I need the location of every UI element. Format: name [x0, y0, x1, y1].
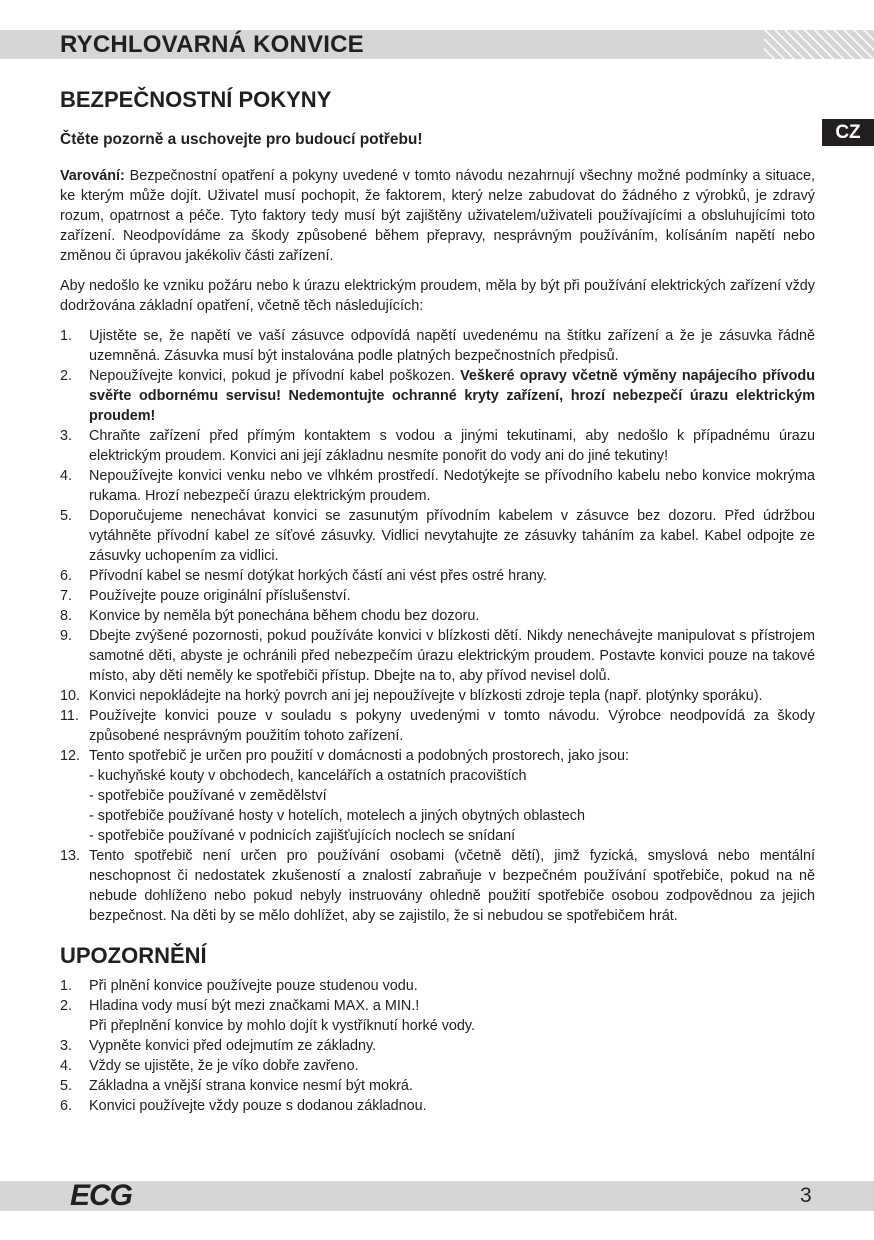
list-item: 5. Doporučujeme nenechávat konvici se zasunutým přívodním kabelem v zásuvce bez dozoru. Před údržbou vytáhněte přívodní kabel ze síťové zásuvky. Vidlici nevytahujte ze zásuvky taháním za kabel. Kabel odpojte ze zásuvky uchopením za vidlici. [60, 508, 815, 564]
page-number: 3 [800, 1184, 812, 1207]
list-item: 2. Hladina vody musí být mezi značkami MAX. a MIN.! Při přeplnění konvice by mohlo dojít k vystříknutí horké vody. [60, 996, 815, 1036]
list-item: 1. Při plnění konvice používejte pouze studenou vodu. [60, 978, 418, 994]
warning-text: Bezpečnostní opatření a pokyny uvedené v tomto návodu nezahrnují všechny možné podmínky a situace, ke kterým může dojít. Uživatel musí pochopit, že faktorem, který nelze zabudovat do žádného z výrobků, je zdravý rozum, opatrnost a péče. Tyto faktory tedy musí být zajištěny uživatelem/uživateli používajícími a obsluhujícími toto zařízení. Neodpovídáme za škody způsobené během přepravy, nesprávným používáním, kolísáním napětí nebo změnou či úpravou jakékoliv části zařízení. [60, 168, 815, 264]
list-item: 2. Nepoužívejte konvici, pokud je přívodní kabel poškozen. Veškeré opravy včetně výměny napájecího přívodu svěřte odbornému servisu! Nedemontujte ochranné kryty zařízení, hrozí nebezpečí úrazu elektrickým proudem! [60, 368, 815, 424]
sub-item: - spotřebiče používané v zemědělství [89, 788, 327, 804]
list-item: 13. Tento spotřebič není určen pro používání osobami (včetně dětí), jimž fyzická, smyslová nebo mentální neschopnost či nedostatek zkušeností a znalostí zabraňuje v bezpečném používání spotřebiče, pokud na ně nebude dohlíženo nebo pokud nebyly instruovány ohledně použití spotřebiče osobou zodpovědnou za jejich bezpečnost. Na děti by se mělo dohlížet, aby se zajistilo, že si nebudou se spotřebičem hrát. [60, 848, 815, 924]
safety-list [60, 326, 815, 926]
list-item: 7. Používejte pouze originální příslušenství. [60, 588, 351, 604]
caution-list [60, 976, 815, 1116]
list-item: 9. Dbejte zvýšené pozornosti, pokud používáte konvici v blízkosti dětí. Nikdy nenechávejte manipulovat s přístrojem samotné děti, abyste je ochránili před nebezpečím úrazu elektrickým proudem. Postavte konvici pouze na takové místo, aby děti neměly ke spotřebiči přístup. Dbejte na to, aby přívod nevisel dolů. [60, 628, 815, 684]
header-bar [0, 30, 874, 59]
brand-logo: ECG [70, 1179, 133, 1212]
list-item: 6. Konvici používejte vždy pouze s dodanou základnou. [60, 1098, 427, 1114]
sub-item: - kuchyňské kouty v obchodech, kancelářích a ostatních pracovištích [89, 768, 527, 784]
list-item: 4. Nepoužívejte konvici venku nebo ve vlhkém prostředí. Nedotýkejte se přívodního kabelu nebo konvice mokrýma rukama. Hrozí nebezpečí úrazu elektrickým proudem. [60, 468, 815, 504]
list-item: 11. Používejte konvici pouze v souladu s pokyny uvedenými v tomto návodu. Výrobce neodpovídá za škody způsobené nesprávným použitím tohoto zařízení. [60, 708, 815, 744]
list-item-continuation: Při přeplnění konvice by mohlo dojít k vystříknutí horké vody. [89, 1018, 476, 1034]
safety-subtitle: Čtěte pozorně a uschovejte pro budoucí potřebu! [60, 131, 423, 148]
document-title: RYCHLOVARNÁ KONVICE [60, 31, 364, 58]
caution-heading: UPOZORNĚNÍ [60, 943, 207, 968]
language-tab: CZ [822, 119, 874, 146]
warning-paragraph [60, 166, 815, 266]
list-item: 1. Ujistěte se, že napětí ve vaší zásuvce odpovídá napětí uvedenému na štítku zařízení a že je zásuvka řádně uzemněná. Zásuvka musí být instalována podle platných bezpečnostních předpisů. [60, 328, 815, 364]
list-item: 10. Konvici nepokládejte na horký povrch ani jej nepoužívejte v blízkosti zdroje tepla (např. plotýnky sporáku). [60, 688, 763, 704]
list-item: 6. Přívodní kabel se nesmí dotýkat horkých částí ani vést přes ostré hrany. [60, 568, 548, 584]
list-item: 12. Tento spotřebič je určen pro použití v domácnosti a podobných prostorech, jako jsou: - kuchyňské kouty v obchodech, kancelářích a ostatních pracovištích - spotřebiče používané v zemědělství - spotřebiče používané hosty v hotelích, motelech a jiných obytných oblastech - spotřebiče používané v podnicích zajišťujících noclech se snídaní [60, 746, 815, 846]
bold-warning: Veškeré opravy včetně výměny napájecího přívodu svěřte odbornému servisu! Nedemontujte ochranné kryty zařízení, hrozí nebezpečí úrazu elektrickým proudem! [89, 368, 815, 424]
safety-heading: BEZPEČNOSTNÍ POKYNY [60, 87, 332, 112]
intro-paragraph: Aby nedošlo ke vzniku požáru nebo k úrazu elektrickým proudem, měla by být při používání elektrických zařízení vždy dodržována základní opatření, včetně těch následujících: [60, 278, 815, 314]
header-hatch-pattern [764, 30, 874, 59]
sub-item: - spotřebiče používané hosty v hotelích, motelech a jiných obytných oblastech [89, 808, 585, 824]
list-item: 4. Vždy se ujistěte, že je víko dobře zavřeno. [60, 1058, 359, 1074]
list-item: 5. Základna a vnější strana konvice nesmí být mokrá. [60, 1078, 413, 1094]
page-content [60, 86, 815, 1116]
list-item: 3. Chraňte zařízení před přímým kontaktem s vodou a jinými tekutinami, aby nedošlo k případnému úrazu elektrickým proudem. Konvici ani její základnu nesmíte ponořit do vody ani do jiné tekutiny! [60, 428, 815, 464]
list-item: 8. Konvice by neměla být ponechána během chodu bez dozoru. [60, 608, 480, 624]
list-item: 3. Vypněte konvici před odejmutím ze základny. [60, 1038, 377, 1054]
warning-label: Varování: [60, 168, 125, 184]
sub-item: - spotřebiče používané v podnicích zajišťujících noclech se snídaní [89, 828, 516, 844]
